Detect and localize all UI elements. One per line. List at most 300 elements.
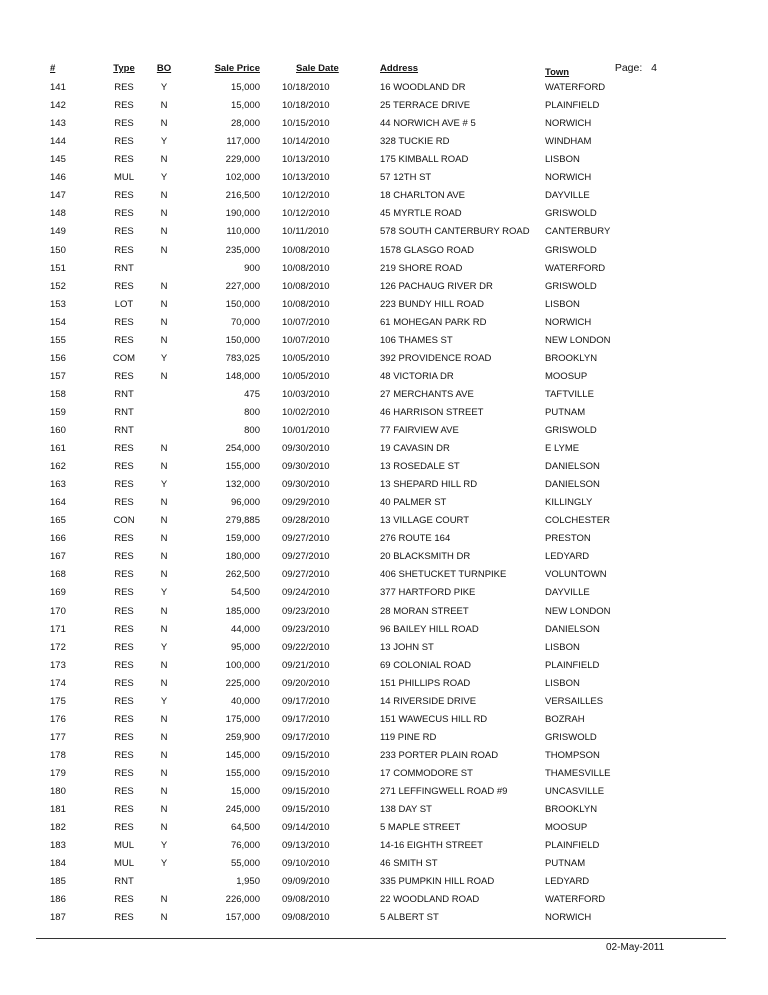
header-sale-price: Sale Price [214, 63, 260, 74]
sale-price-cell: 54,500 [230, 587, 260, 599]
sale-date-cell: 10/05/2010 [282, 370, 330, 382]
sale-number-cell: 163 [50, 479, 66, 491]
bo-flag-cell: Y [160, 587, 168, 599]
header-type: Type [113, 63, 135, 74]
sale-number-cell: 160 [50, 424, 66, 436]
town-cell: GRISWOLD [545, 731, 597, 743]
sale-number-cell: 153 [50, 298, 66, 310]
address-cell: 5 ALBERT ST [380, 912, 439, 924]
bo-flag-cell: N [160, 533, 168, 545]
bo-flag-cell: N [160, 100, 168, 111]
table-row [0, 334, 768, 352]
bo-flag-cell: N [160, 208, 168, 220]
sale-date-cell: 09/29/2010 [282, 497, 330, 509]
sale-price-cell: 157,000 [225, 912, 260, 924]
property-type-cell: RES [114, 731, 134, 743]
sale-number-cell: 180 [50, 786, 66, 797]
town-cell: WATERFORD [545, 82, 606, 93]
bo-flag-cell: N [160, 190, 168, 202]
address-cell: 13 ROSEDALE ST [380, 461, 460, 473]
address-cell: 19 CAVASIN DR [380, 443, 450, 454]
table-row [0, 298, 768, 316]
sale-price-cell: 145,000 [225, 749, 260, 761]
bo-flag-cell: N [160, 118, 168, 130]
bo-flag-cell: N [160, 659, 168, 671]
sale-number-cell: 171 [50, 623, 66, 635]
town-cell: NORWICH [545, 172, 592, 184]
sale-price-cell: 227,000 [225, 280, 260, 292]
header-address: Address [380, 63, 419, 74]
town-cell: PUTNAM [545, 858, 586, 870]
address-cell: 69 COLONIAL ROAD [380, 659, 471, 671]
bo-flag-cell: N [160, 551, 168, 563]
sale-date-cell: 09/17/2010 [282, 731, 330, 743]
table-row [0, 857, 768, 875]
table-row [0, 478, 768, 496]
sale-price-cell: 1,950 [236, 876, 260, 888]
town-cell: WATERFORD [545, 894, 606, 906]
table-row [0, 225, 768, 243]
address-cell: 119 PINE RD [380, 731, 437, 743]
town-cell: MOOSUP [545, 822, 588, 834]
sale-date-cell: 09/30/2010 [282, 479, 330, 491]
sale-date-cell: 09/13/2010 [282, 840, 330, 852]
address-cell: 25 TERRACE DRIVE [380, 100, 471, 111]
sale-number-cell: 164 [50, 497, 66, 509]
property-type-cell: RES [114, 190, 134, 202]
sale-date-cell: 09/27/2010 [282, 569, 330, 581]
sale-price-cell: 180,000 [225, 551, 260, 563]
sale-date-cell: 09/17/2010 [282, 713, 330, 725]
sale-number-cell: 159 [50, 406, 66, 418]
bo-flag-cell: N [160, 822, 168, 834]
sale-price-cell: 110,000 [226, 226, 260, 238]
bo-flag-cell: N [160, 370, 168, 382]
table-row [0, 911, 768, 929]
address-cell: 233 PORTER PLAIN ROAD [380, 749, 499, 761]
table-row [0, 821, 768, 839]
property-type-cell: RES [114, 370, 134, 382]
sale-number-cell: 166 [50, 533, 66, 545]
property-type-cell: RES [114, 767, 134, 779]
address-cell: 22 WOODLAND ROAD [380, 894, 480, 906]
header-town: Town [545, 67, 570, 78]
sale-number-cell: 177 [50, 731, 66, 743]
address-cell: 219 SHORE ROAD [380, 262, 463, 274]
sale-number-cell: 183 [50, 840, 66, 852]
property-type-cell: RNT [114, 406, 134, 418]
sale-number-cell: 169 [50, 587, 66, 599]
table-row [0, 316, 768, 334]
table-row [0, 839, 768, 857]
sale-price-cell: 279,885 [225, 515, 260, 527]
table-row [0, 81, 768, 99]
sale-number-cell: 161 [50, 443, 66, 454]
town-cell: NORWICH [545, 316, 592, 328]
sale-number-cell: 158 [50, 388, 66, 400]
sale-date-cell: 09/30/2010 [282, 443, 330, 454]
bo-flag-cell: Y [160, 172, 168, 184]
table-row [0, 406, 768, 424]
bo-flag-cell: Y [160, 641, 168, 653]
sale-number-cell: 157 [50, 370, 66, 382]
property-type-cell: RES [114, 100, 134, 111]
bo-flag-cell: N [160, 912, 168, 924]
property-type-cell: RES [114, 677, 134, 689]
sale-number-cell: 155 [50, 334, 66, 346]
property-type-cell: RES [114, 587, 134, 599]
table-row [0, 370, 768, 388]
sale-date-cell: 10/05/2010 [282, 352, 330, 364]
property-type-cell: RES [114, 786, 134, 797]
sale-price-cell: 76,000 [230, 840, 260, 852]
table-row [0, 442, 768, 460]
bo-flag-cell: N [160, 605, 168, 617]
town-cell: LISBON [545, 641, 580, 653]
address-cell: 406 SHETUCKET TURNPIKE [380, 569, 507, 581]
sale-date-cell: 10/07/2010 [282, 334, 330, 346]
town-cell: PRESTON [545, 533, 591, 545]
sale-price-cell: 44,000 [230, 623, 260, 635]
property-type-cell: RES [114, 894, 134, 906]
town-cell: WATERFORD [545, 262, 606, 274]
property-type-cell: RES [114, 280, 134, 292]
sale-price-cell: 175,000 [225, 713, 260, 725]
address-cell: 61 MOHEGAN PARK RD [380, 316, 487, 328]
town-cell: LEDYARD [545, 551, 590, 563]
sale-date-cell: 10/08/2010 [282, 280, 330, 292]
sale-number-cell: 150 [50, 244, 66, 256]
property-type-cell: RES [114, 551, 134, 563]
address-cell: 96 BAILEY HILL ROAD [380, 623, 479, 635]
sale-date-cell: 09/09/2010 [282, 876, 330, 888]
address-cell: 1578 GLASGO ROAD [380, 244, 474, 256]
sale-price-cell: 102,000 [225, 172, 260, 184]
address-cell: 40 PALMER ST [380, 497, 447, 509]
sale-date-cell: 10/01/2010 [282, 424, 330, 436]
sale-date-cell: 10/02/2010 [282, 406, 330, 418]
table-row [0, 171, 768, 189]
sale-price-cell: 259,900 [225, 731, 260, 743]
town-cell: E LYME [545, 443, 580, 454]
sale-date-cell: 09/08/2010 [282, 912, 330, 924]
bo-flag-cell: Y [160, 352, 168, 364]
table-row [0, 99, 768, 117]
bo-flag-cell: N [160, 515, 168, 527]
sale-number-cell: 175 [50, 695, 66, 707]
town-cell: VOLUNTOWN [545, 569, 607, 581]
property-type-cell: RES [114, 569, 134, 581]
sale-number-cell: 165 [50, 515, 66, 527]
bo-flag-cell: N [160, 461, 168, 473]
sale-date-cell: 09/15/2010 [282, 786, 330, 797]
sale-price-cell: 132,000 [225, 479, 260, 491]
property-type-cell: RES [114, 118, 134, 130]
town-cell: LISBON [545, 677, 580, 689]
sale-number-cell: 176 [50, 713, 66, 725]
table-row [0, 586, 768, 604]
bo-flag-cell: N [160, 677, 168, 689]
town-cell: DANIELSON [545, 479, 600, 491]
sale-price-cell: 70,000 [230, 316, 260, 328]
sale-number-cell: 144 [50, 136, 66, 148]
bo-flag-cell: N [160, 623, 168, 635]
address-cell: 13 SHEPARD HILL RD [380, 479, 478, 491]
sale-number-cell: 146 [50, 172, 66, 184]
table-row [0, 767, 768, 785]
sale-number-cell: 156 [50, 352, 66, 364]
bo-flag-cell: N [160, 713, 168, 725]
sale-number-cell: 152 [50, 280, 66, 292]
sale-number-cell: 168 [50, 569, 66, 581]
header-sale-date: Sale Date [296, 63, 339, 74]
bo-flag-cell: N [160, 334, 168, 346]
sale-price-cell: 64,500 [230, 822, 260, 834]
table-row [0, 695, 768, 713]
town-cell: CANTERBURY [545, 226, 611, 238]
bo-flag-cell: N [160, 767, 168, 779]
sale-date-cell: 09/30/2010 [282, 461, 330, 473]
table-row [0, 207, 768, 225]
property-type-cell: RES [114, 226, 134, 238]
address-cell: 46 SMITH ST [380, 858, 438, 870]
town-cell: NEW LONDON [545, 605, 611, 617]
town-cell: UNCASVILLE [545, 786, 605, 797]
table-row [0, 189, 768, 207]
sale-number-cell: 151 [50, 262, 66, 274]
table-row [0, 605, 768, 623]
sale-date-cell: 09/15/2010 [282, 767, 330, 779]
sale-price-cell: 96,000 [230, 497, 260, 509]
bo-flag-cell: N [160, 731, 168, 743]
address-cell: 14-16 EIGHTH STREET [380, 840, 483, 852]
sale-date-cell: 10/07/2010 [282, 316, 330, 328]
address-cell: 126 PACHAUG RIVER DR [380, 280, 493, 292]
property-type-cell: RES [114, 82, 134, 93]
table-row [0, 280, 768, 298]
property-type-cell: RES [114, 713, 134, 725]
address-cell: 578 SOUTH CANTERBURY ROAD [380, 226, 530, 238]
sale-number-cell: 142 [50, 100, 66, 111]
sale-date-cell: 09/15/2010 [282, 749, 330, 761]
sale-price-cell: 229,000 [225, 154, 260, 166]
table-row [0, 785, 768, 803]
table-row [0, 352, 768, 370]
sale-number-cell: 147 [50, 190, 66, 202]
table-row [0, 262, 768, 280]
address-cell: 13 JOHN ST [380, 641, 434, 653]
address-cell: 16 WOODLAND DR [380, 82, 466, 93]
table-row [0, 731, 768, 749]
property-type-cell: RES [114, 804, 134, 815]
property-type-cell: RES [114, 461, 134, 473]
sale-number-cell: 173 [50, 659, 66, 671]
town-cell: COLCHESTER [545, 515, 610, 527]
town-cell: VERSAILLES [545, 695, 604, 707]
sale-number-cell: 172 [50, 641, 66, 653]
town-cell: LISBON [545, 154, 580, 166]
sale-number-cell: 154 [50, 316, 66, 328]
sale-number-cell: 178 [50, 749, 66, 761]
sale-number-cell: 170 [50, 605, 66, 617]
table-row [0, 153, 768, 171]
property-type-cell: RES [114, 641, 134, 653]
sale-price-cell: 783,025 [225, 352, 260, 364]
bo-flag-cell: Y [160, 479, 168, 491]
sale-price-cell: 55,000 [230, 858, 260, 870]
sale-price-cell: 150,000 [225, 334, 260, 346]
table-row [0, 117, 768, 135]
address-cell: 20 BLACKSMITH DR [380, 551, 471, 563]
bo-flag-cell: Y [160, 136, 168, 148]
property-type-cell: RES [114, 749, 134, 761]
table-row [0, 713, 768, 731]
address-cell: 28 MORAN STREET [380, 605, 469, 617]
property-type-cell: LOT [114, 298, 134, 310]
footer-date: 02-May-2011 [606, 942, 665, 953]
bo-flag-cell: Y [160, 82, 168, 93]
table-row [0, 677, 768, 695]
sale-price-cell: 262,500 [225, 569, 260, 581]
sale-price-cell: 40,000 [230, 695, 260, 707]
sale-number-cell: 143 [50, 118, 66, 130]
town-cell: NORWICH [545, 912, 592, 924]
sale-number-cell: 174 [50, 677, 66, 689]
property-type-cell: RES [114, 479, 134, 491]
sale-price-cell: 150,000 [225, 298, 260, 310]
town-cell: THOMPSON [545, 749, 600, 761]
sale-date-cell: 09/24/2010 [282, 587, 330, 599]
sale-price-cell: 216,500 [225, 190, 260, 202]
property-type-cell: MUL [113, 840, 135, 852]
property-type-cell: RES [114, 822, 134, 834]
sale-price-cell: 226,000 [225, 894, 260, 906]
town-cell: DANIELSON [545, 623, 600, 635]
table-row [0, 659, 768, 677]
address-cell: 57 12TH ST [380, 172, 432, 184]
bo-flag-cell: N [160, 280, 168, 292]
sale-number-cell: 149 [50, 226, 66, 238]
property-type-cell: RES [114, 244, 134, 256]
town-cell: PLAINFIELD [545, 100, 600, 111]
sale-price-cell: 225,000 [225, 677, 260, 689]
address-cell: 77 FAIRVIEW AVE [380, 424, 459, 436]
sale-date-cell: 09/15/2010 [282, 804, 330, 815]
sale-date-cell: 10/12/2010 [282, 190, 330, 202]
sale-price-cell: 190,000 [225, 208, 260, 220]
sale-date-cell: 09/08/2010 [282, 894, 330, 906]
table-row [0, 514, 768, 532]
sale-number-cell: 187 [50, 912, 66, 924]
sale-price-cell: 254,000 [225, 443, 260, 454]
town-cell: LISBON [545, 298, 580, 310]
sale-date-cell: 09/14/2010 [282, 822, 330, 834]
header-num: # [50, 63, 56, 74]
sale-price-cell: 148,000 [225, 370, 260, 382]
sale-date-cell: 10/15/2010 [282, 118, 330, 130]
sale-price-cell: 800 [244, 424, 260, 436]
table-row [0, 623, 768, 641]
sale-date-cell: 10/14/2010 [282, 136, 330, 148]
address-cell: 106 THAMES ST [380, 334, 453, 346]
bo-flag-cell: Y [160, 840, 168, 852]
address-cell: 45 MYRTLE ROAD [380, 208, 462, 220]
property-type-cell: RES [114, 154, 134, 166]
town-cell: PLAINFIELD [545, 840, 600, 852]
sale-price-cell: 185,000 [225, 605, 260, 617]
property-type-cell: RNT [114, 262, 134, 274]
address-cell: 276 ROUTE 164 [380, 533, 451, 545]
sale-date-cell: 09/28/2010 [282, 515, 330, 527]
town-cell: DAYVILLE [545, 190, 590, 202]
bo-flag-cell: N [160, 497, 168, 509]
table-row [0, 641, 768, 659]
sale-price-cell: 245,000 [225, 804, 260, 815]
sale-number-cell: 162 [50, 461, 66, 473]
property-type-cell: RNT [114, 876, 134, 888]
property-type-cell: RES [114, 316, 134, 328]
town-cell: DANIELSON [545, 461, 600, 473]
sale-date-cell: 10/08/2010 [282, 262, 330, 274]
property-type-cell: COM [112, 352, 136, 364]
town-cell: PUTNAM [545, 406, 586, 418]
table-row [0, 803, 768, 821]
sale-number-cell: 148 [50, 208, 66, 220]
bo-flag-cell: Y [160, 858, 168, 870]
bo-flag-cell: N [160, 154, 168, 166]
table-row [0, 749, 768, 767]
sale-number-cell: 185 [50, 876, 66, 888]
address-cell: 328 TUCKIE RD [380, 136, 450, 148]
address-cell: 392 PROVIDENCE ROAD [380, 352, 492, 364]
header-bo: BO [156, 63, 172, 74]
sale-price-cell: 800 [244, 406, 260, 418]
property-type-cell: RES [114, 623, 134, 635]
address-cell: 271 LEFFINGWELL ROAD #9 [380, 786, 508, 797]
address-cell: 14 RIVERSIDE DRIVE [380, 695, 477, 707]
address-cell: 27 MERCHANTS AVE [380, 388, 474, 400]
address-cell: 175 KIMBALL ROAD [380, 154, 469, 166]
sale-date-cell: 09/23/2010 [282, 605, 330, 617]
bo-flag-cell: N [160, 244, 168, 256]
address-cell: 223 BUNDY HILL ROAD [380, 298, 485, 310]
sale-date-cell: 10/18/2010 [282, 82, 330, 93]
property-type-cell: RNT [114, 388, 134, 400]
address-cell: 5 MAPLE STREET [380, 822, 461, 834]
table-row [0, 568, 768, 586]
town-cell: PLAINFIELD [545, 659, 600, 671]
town-cell: BROOKLYN [545, 804, 598, 815]
sale-date-cell: 09/27/2010 [282, 551, 330, 563]
sale-date-cell: 09/10/2010 [282, 858, 330, 870]
sale-price-cell: 15,000 [230, 100, 260, 111]
sale-date-cell: 10/03/2010 [282, 388, 330, 400]
property-type-cell: RES [114, 533, 134, 545]
sale-number-cell: 145 [50, 154, 66, 166]
property-type-cell: MUL [113, 858, 135, 870]
table-row [0, 550, 768, 568]
bo-flag-cell: N [160, 443, 168, 454]
page-label: Page: [614, 62, 643, 74]
town-cell: NEW LONDON [545, 334, 611, 346]
town-cell: GRISWOLD [545, 244, 597, 256]
town-cell: GRISWOLD [545, 208, 597, 220]
address-cell: 46 HARRISON STREET [380, 406, 484, 418]
sale-price-cell: 117,000 [226, 136, 260, 148]
town-cell: GRISWOLD [545, 424, 597, 436]
sale-price-cell: 100,000 [225, 659, 260, 671]
sale-number-cell: 184 [50, 858, 66, 870]
